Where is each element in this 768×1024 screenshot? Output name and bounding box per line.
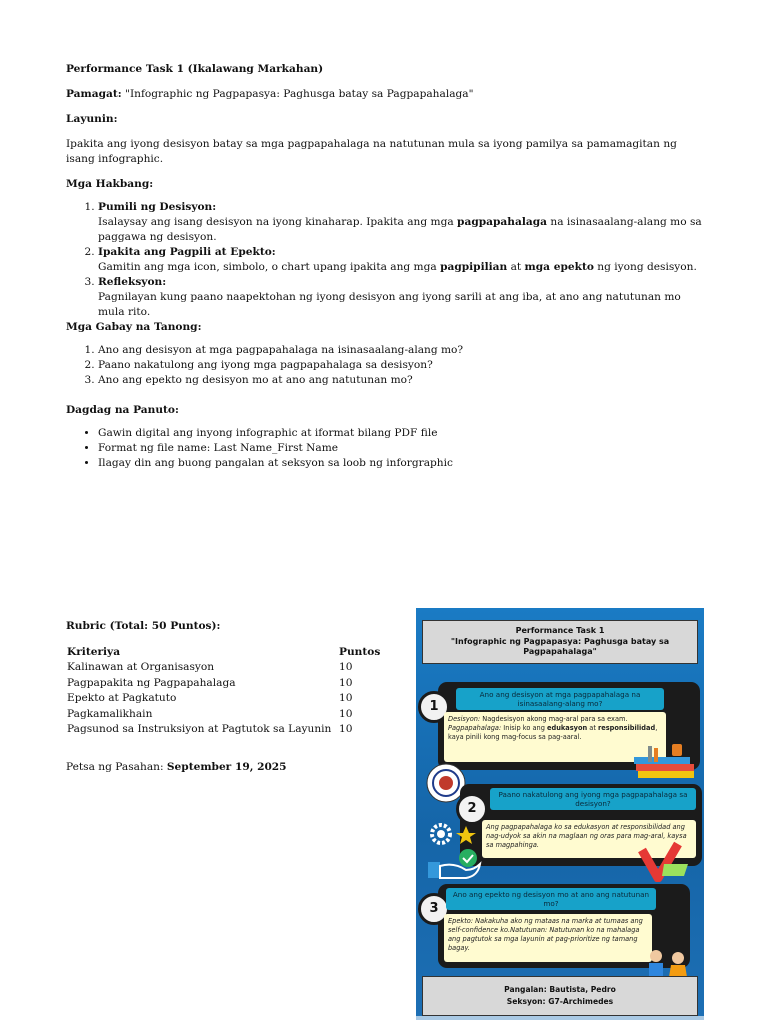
step-bold: pagpapahalaga xyxy=(457,216,547,228)
deadline-line xyxy=(66,760,396,776)
document-body xyxy=(66,62,706,471)
infographic-footer xyxy=(422,976,698,1016)
step-item xyxy=(98,275,706,320)
answer-text: Nakakuha ako ng mataas na marka at tumaas ang self-confidence ko. xyxy=(448,917,643,934)
step-text: Gamitin ang mga icon, simbolo, o chart upang ipakita ang mga xyxy=(98,261,441,273)
step-bold: pagpipilian xyxy=(440,261,508,273)
step-text: Pagnilayan kung paano naapektohan ng iyong desisyon ang iyong sarili at ang iba, at ano ang natutunan mo mula rito. xyxy=(98,291,681,318)
step-text: ng iyong desisyon. xyxy=(593,261,697,273)
question-2-number: 2 xyxy=(456,793,488,825)
points-cell: 10 xyxy=(339,676,353,689)
answer-bold: edukasyon xyxy=(547,724,588,732)
step-item xyxy=(98,245,706,275)
answer-text: , kaya pinili kong mag-focus sa pag-aaral. xyxy=(448,724,658,741)
question-item: 1. Ano ang desisyon at mga pagpapahalaga na isinasaalang-alang mo? xyxy=(98,343,706,358)
rubric-table xyxy=(67,645,380,738)
rubric-section xyxy=(66,608,396,786)
step-bold: mga epekto xyxy=(524,261,594,273)
infographic-header-title: Performance Task 1 xyxy=(515,626,605,635)
pamagat-line xyxy=(66,87,706,102)
steps-list xyxy=(66,200,706,320)
points-cell: 10 xyxy=(339,692,353,705)
question-3-answer xyxy=(444,914,652,962)
panuto-item: • Format ng file name: Last Name_First Name xyxy=(98,441,706,456)
task-title: Performance Task 1 (Ikalawang Markahan) xyxy=(66,63,324,75)
step-title: Refleksyon: xyxy=(98,276,167,288)
question-3-title: Ano ang epekto ng desisyon mo at ano ang natutunan mo? xyxy=(446,888,656,910)
points-header: Puntos xyxy=(339,645,381,658)
layunin-heading: Layunin: xyxy=(66,113,118,125)
table-row xyxy=(67,707,380,723)
deadline-label: Petsa ng Pasahan: xyxy=(66,760,167,773)
answer-label: Natutunan: xyxy=(510,926,548,934)
criteria-cell: Pagpapakita ng Pagpapahalaga xyxy=(67,676,236,689)
panuto-item: • Ilagay din ang buong pangalan at seksyon sa loob ng inforgraphic xyxy=(98,456,706,471)
hakbang-heading: Mga Hakbang: xyxy=(66,178,154,190)
question-item: 2. Paano nakatulong ang iyong mga pagpapahalaga sa desisyon? xyxy=(98,358,706,373)
question-item: 3. Ano ang epekto ng desisyon mo at ano ang natutunan mo? xyxy=(98,373,706,388)
answer-text: Natutunan ko na mahalaga ang pagtutok sa mga layunin at pag-prioritize ng tamang bagay. xyxy=(448,926,640,952)
step-text: Isalaysay ang isang desisyon na iyong kinaharap. Ipakita ang mga xyxy=(98,216,458,228)
question-3-number: 3 xyxy=(418,893,450,925)
step-text: at xyxy=(507,261,525,273)
answer-text: Nagdesisyon akong mag-aral para sa exam. xyxy=(480,715,628,723)
hand-check-icon xyxy=(426,848,486,882)
answer-label: Pagpapahalaga: xyxy=(448,724,502,732)
step-text: na isinasaalang-alang mo sa paggawa ng desisyon. xyxy=(98,216,702,243)
rubric-heading: Rubric (Total: 50 Puntos): xyxy=(66,619,221,632)
points-cell: 10 xyxy=(339,707,353,720)
table-row xyxy=(67,676,380,692)
answer-text: Inisip ko ang xyxy=(501,724,548,732)
checkmark-icon xyxy=(638,840,696,882)
questions-list xyxy=(66,343,706,388)
criteria-header: Kriteriya xyxy=(67,645,121,658)
step-item xyxy=(98,200,706,245)
student-name: Pangalan: Bautista, Pedro xyxy=(504,985,616,994)
gear-icon xyxy=(428,820,480,850)
step-title: Pumili ng Desisyon: xyxy=(98,201,217,213)
question-2-title: Paano nakatulong ang iyong mga pagpapahalaga sa desisyon? xyxy=(490,788,696,810)
rubric-header-row xyxy=(67,645,380,661)
answer-bold: responsibilidad xyxy=(598,724,656,732)
question-1-title: Ano ang desisyon at mga pagpapahalaga na isinasaalang-alang mo? xyxy=(456,688,664,710)
table-row xyxy=(67,722,380,738)
pamagat-label: Pamagat: xyxy=(66,88,122,100)
panuto-heading: Dagdag na Panuto: xyxy=(66,404,179,416)
student-section: Seksyon: G7-Archimedes xyxy=(506,997,614,1006)
question-1-number: 1 xyxy=(418,691,450,723)
infographic-header-subtitle: "Infographic ng Pagpapasya: Paghusga batay sa Pagpapahalaga" xyxy=(450,636,670,656)
panuto-list xyxy=(66,426,706,471)
books-icon xyxy=(628,744,700,784)
points-cell: 10 xyxy=(339,661,353,674)
gabay-heading: Mga Gabay na Tanong: xyxy=(66,321,202,333)
infographic-image xyxy=(416,608,704,1020)
deadline-value: September 19, 2025 xyxy=(166,760,287,773)
layunin-text: Ipakita ang iyong desisyon batay sa mga pagpapahalaga na natutunan mula sa iyong pamilya sa pamamagitan ng isang infographic. xyxy=(66,138,677,165)
answer-label: Epekto: xyxy=(448,917,474,925)
table-row xyxy=(67,660,380,676)
answer-text: at xyxy=(587,724,599,732)
infographic-header xyxy=(422,620,698,664)
pamagat-value: "Infographic ng Pagpapasya: Paghusga batay sa Pagpapahalaga" xyxy=(121,88,474,100)
step-title: Ipakita ang Pagpili at Epekto: xyxy=(98,246,276,258)
question-2-answer: Ang pagpapahalaga ko sa edukasyon at responsibilidad ang nag-udyok sa akin na maglaan ng oras para mag-aral, kaysa sa magpahinga. xyxy=(482,820,696,858)
answer-label: Desisyon: xyxy=(448,715,481,723)
table-row xyxy=(67,691,380,707)
criteria-cell: Pagkamalikhain xyxy=(67,707,153,720)
panuto-item: • Gawin digital ang inyong infographic at iformat bilang PDF file xyxy=(98,426,706,441)
points-cell: 10 xyxy=(339,723,353,736)
criteria-cell: Pagsunod sa Instruksiyon at Pagtutok sa Layunin xyxy=(67,723,332,736)
criteria-cell: Epekto at Pagkatuto xyxy=(67,692,177,705)
viewer-toolbar-strip xyxy=(416,1016,704,1020)
criteria-cell: Kalinawan at Organisasyon xyxy=(67,661,215,674)
